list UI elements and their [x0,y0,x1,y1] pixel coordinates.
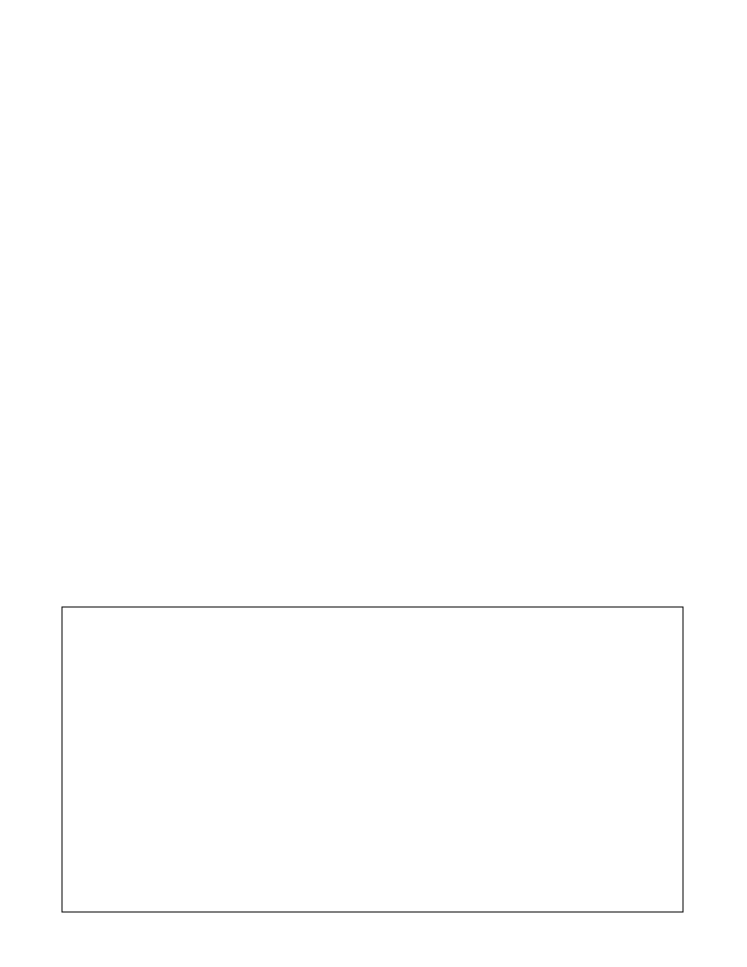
bottom-plot-frame [62,607,683,912]
nightly-average-flux-chart [23,607,683,912]
